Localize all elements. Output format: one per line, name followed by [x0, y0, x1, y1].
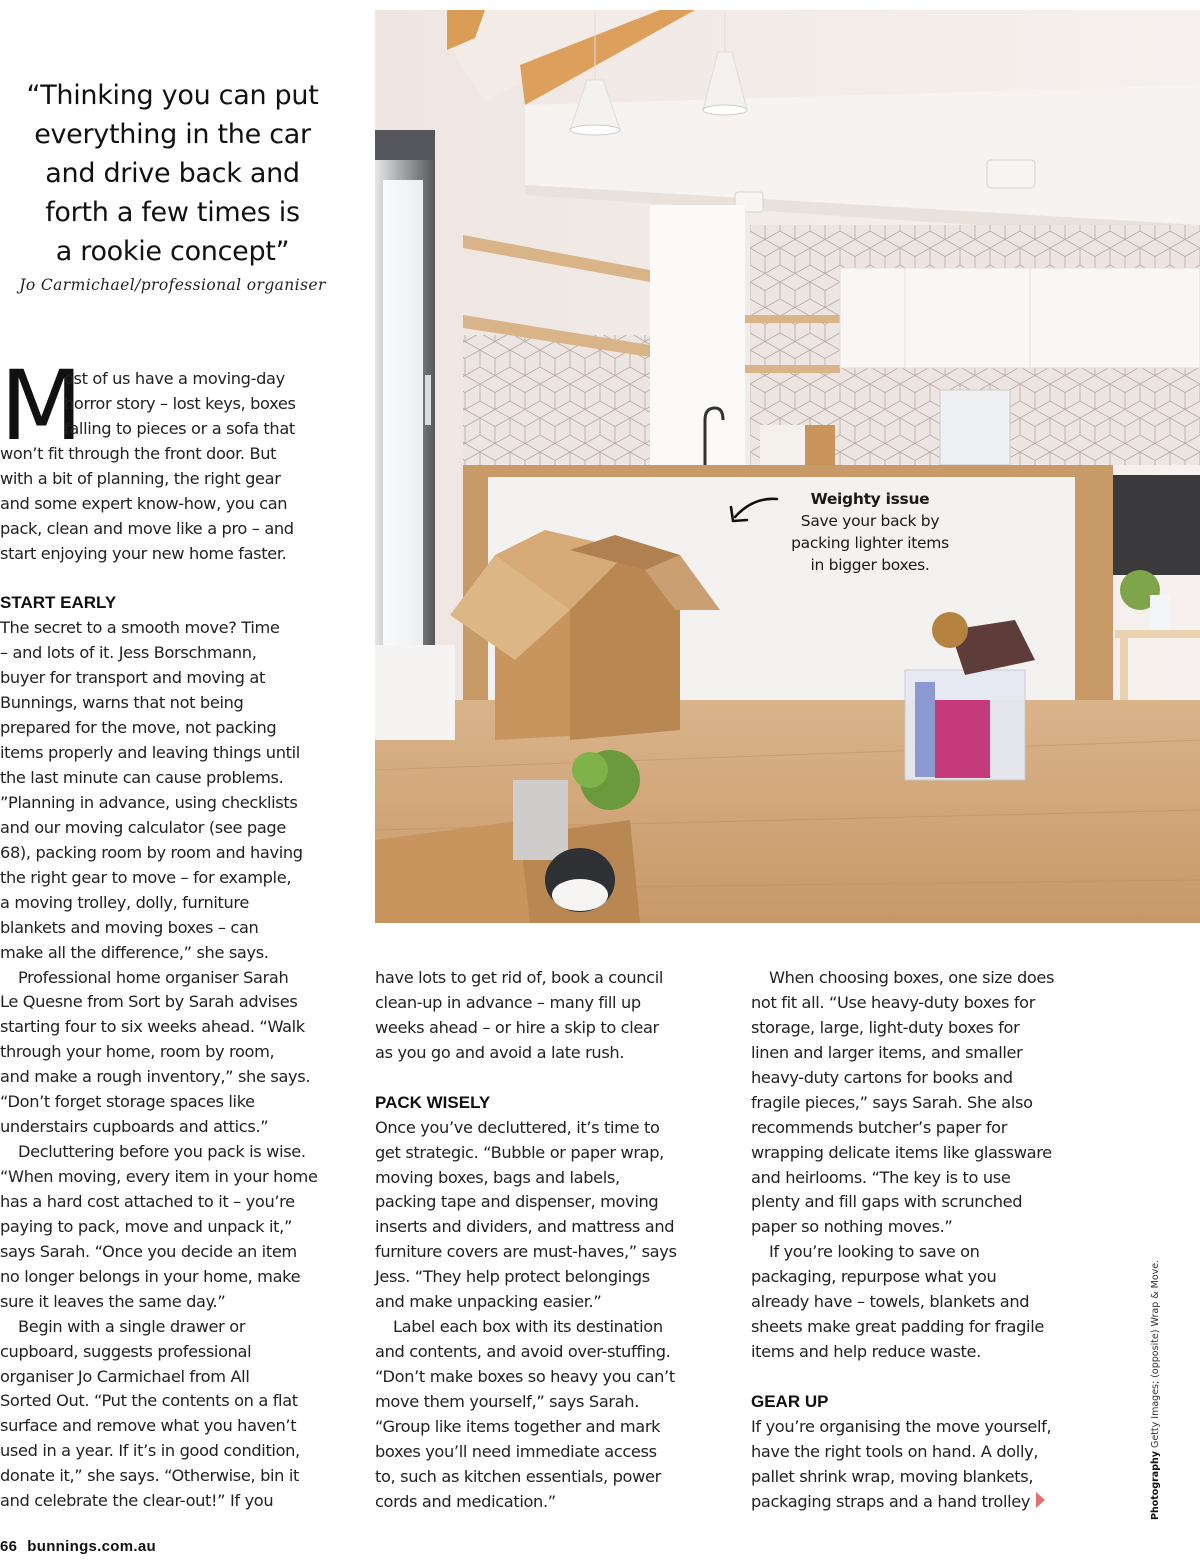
body-line: “Don’t forget storage spaces like: [0, 1092, 255, 1112]
body-line: understairs cupboards and attics.”: [0, 1117, 269, 1137]
body-line-text: packaging straps and a hand trolley: [751, 1491, 1031, 1511]
body-line: make all the difference,” she says.: [0, 942, 269, 962]
body-line: have lots to get rid of, book a council: [375, 968, 664, 987]
body-line: the last minute can cause problems.: [0, 768, 284, 787]
intro-line: pack, clean and move like a pro – and: [0, 518, 294, 538]
callout-line: in bigger boxes.: [810, 556, 930, 574]
body-line: inserts and dividers, and mattress and: [375, 1217, 675, 1237]
body-line: not fit all. “Use heavy-duty boxes for: [751, 992, 1036, 1012]
body-line: Professional home organiser Sarah: [18, 967, 289, 987]
body-line: no longer belongs in your home, make: [0, 1266, 301, 1286]
body-line: blankets and moving boxes – can: [0, 917, 259, 937]
body-line: recommends butcher’s paper for: [751, 1117, 1008, 1137]
callout-line: Save your back by: [800, 512, 940, 530]
section-heading-pack-wisely: PACK WISELY: [375, 1092, 491, 1112]
body-line: paying to pack, move and unpack it,”: [0, 1216, 292, 1236]
body-line: Le Quesne from Sort by Sarah advises: [0, 992, 298, 1012]
body-line: and make a rough inventory,” she says.: [0, 1067, 311, 1087]
pull-quote-line: “Thinking you can put: [26, 80, 319, 111]
body-line: has a hard cost attached to it – you’re: [0, 1191, 295, 1211]
page-footer: [0, 1538, 156, 1555]
body-line: donate it,” she says. “Otherwise, bin it: [0, 1466, 300, 1486]
body-line: and contents, and avoid over-stuffing.: [375, 1342, 671, 1362]
body-line: items and help reduce waste.: [751, 1342, 981, 1362]
body-line: move them yourself,” says Sarah.: [375, 1391, 639, 1411]
body-line: and our moving calculator (see page: [0, 817, 286, 837]
body-line: buyer for transport and moving at: [0, 668, 265, 688]
body-line: paper so nothing moves.”: [751, 1217, 953, 1237]
body-line: 68), packing room by room and having: [0, 842, 303, 862]
body-line: “When moving, every item in your home: [0, 1167, 318, 1186]
body-line: already have – towels, blankets and: [751, 1292, 1030, 1312]
body-line: packing tape and dispenser, moving: [375, 1192, 659, 1212]
body-line: When choosing boxes, one size does: [769, 968, 1055, 987]
kitchen-photo: [375, 10, 1200, 923]
section-heading-start-early: START EARLY: [0, 593, 117, 613]
body-line: storage, large, light-duty boxes for: [751, 1017, 1020, 1037]
body-line: If you’re looking to save on: [769, 1242, 980, 1262]
body-line: – and lots of it. Jess Borschmann,: [0, 643, 257, 663]
kitchen-illustration: [375, 10, 1200, 923]
body-line: The secret to a smooth move? Time: [0, 618, 280, 638]
body-line: items properly and leaving things until: [0, 743, 300, 763]
body-line: starting four to six weeks ahead. “Walk: [0, 1017, 305, 1037]
body-line: Begin with a single drawer or: [18, 1316, 246, 1336]
body-line: heavy-duty cartons for books and: [751, 1067, 1013, 1087]
body-line: Sorted Out. “Put the contents on a flat: [0, 1391, 298, 1411]
body-line: sure it leaves the same day.”: [0, 1291, 226, 1311]
body-line: cords and medication.”: [375, 1491, 556, 1511]
footer-site-link[interactable]: bunnings.com.au: [27, 1538, 156, 1555]
body-line: Bunnings, warns that not being: [0, 693, 244, 713]
body-line: If you’re organising the move yourself,: [751, 1416, 1052, 1436]
pull-quote-attribution: Jo Carmichael/professional organiser: [19, 276, 326, 294]
body-line: fragile pieces,” says Sarah. She also: [751, 1092, 1033, 1112]
intro-line: start enjoying your new home faster.: [0, 543, 287, 563]
pull-quote: [0, 76, 345, 271]
body-line: sheets make great padding for fragile: [751, 1317, 1044, 1337]
credit-label: Photography: [1150, 1451, 1161, 1520]
intro-line: ost of us have a moving-day: [64, 369, 285, 388]
body-line: and make unpacking easier.”: [375, 1292, 602, 1312]
continue-arrow-icon: [1036, 1492, 1045, 1508]
body-line: a moving trolley, dolly, furniture: [0, 892, 249, 912]
body-line: have the right tools on hand. A dolly,: [751, 1441, 1039, 1461]
intro-line: falling to pieces or a sofa that: [64, 418, 295, 438]
intro-line: won’t fit through the front door. But: [0, 443, 277, 463]
intro-line: horror story – lost keys, boxes: [64, 393, 296, 413]
pull-quote-line: and drive back and: [45, 158, 300, 189]
body-line: used in a year. If it’s in good condition,: [0, 1441, 300, 1461]
body-line: get strategic. “Bubble or paper wrap,: [375, 1142, 664, 1162]
body-line: Label each box with its destination: [393, 1317, 663, 1337]
intro-line: with a bit of planning, the right gear: [0, 468, 281, 488]
photo-callout: [770, 488, 970, 576]
drop-cap: M: [0, 350, 79, 462]
body-line: and heirlooms. “The key is to use: [751, 1167, 1011, 1187]
body-line: says Sarah. “Once you decide an item: [0, 1241, 297, 1261]
body-line: packaging, repurpose what you: [751, 1267, 997, 1287]
body-line-last: [751, 1490, 1111, 1515]
body-line: the right gear to move – for example,: [0, 867, 292, 887]
body-line: furniture covers are must-haves,” says: [375, 1242, 677, 1262]
body-line: “Don’t make boxes so heavy you can’t: [375, 1367, 675, 1386]
body-line: surface and remove what you haven’t: [0, 1416, 297, 1436]
article-column-1: [0, 350, 350, 1514]
body-line: moving boxes, bags and labels,: [375, 1167, 620, 1187]
body-line: Decluttering before you pack is wise.: [18, 1142, 306, 1162]
intro-line: and some expert know-how, you can: [0, 493, 288, 513]
body-line: boxes you’ll need immediate access: [375, 1441, 657, 1461]
body-line: wrapping delicate items like glassware: [751, 1142, 1052, 1162]
body-line: cupboard, suggests professional: [0, 1341, 252, 1361]
pull-quote-line: forth a few times is: [45, 197, 300, 228]
callout-line: packing lighter items: [791, 534, 949, 552]
page-number: 66: [0, 1538, 18, 1555]
body-line: plenty and fill gaps with scrunched: [751, 1192, 1023, 1212]
body-line: pallet shrink wrap, moving blankets,: [751, 1466, 1034, 1486]
article-column-3: [751, 966, 1111, 1515]
credit-text: Getty Images; (opposite) Wrap & Move.: [1150, 1259, 1161, 1452]
body-line: Jess. “They help protect belongings: [375, 1267, 650, 1287]
pull-quote-line: a rookie concept”: [55, 236, 290, 267]
body-line: Once you’ve decluttered, it’s time to: [375, 1117, 660, 1137]
body-line: ”Planning in advance, using checklists: [0, 792, 298, 812]
section-heading-gear-up: GEAR UP: [751, 1391, 829, 1411]
body-line: as you go and avoid a late rush.: [375, 1042, 625, 1062]
callout-title: Weighty issue: [810, 490, 930, 508]
body-line: “Group like items together and mark: [375, 1416, 661, 1436]
body-line: through your home, room by room,: [0, 1042, 275, 1062]
body-line: prepared for the move, not packing: [0, 718, 277, 738]
article-column-2: [375, 966, 725, 1515]
pull-quote-line: everything in the car: [34, 119, 311, 150]
body-line: linen and larger items, and smaller: [751, 1042, 1023, 1062]
body-line: and celebrate the clear-out!” If you: [0, 1491, 274, 1511]
body-line: clean-up in advance – many fill up: [375, 992, 641, 1012]
photo-credit: [1150, 1260, 1161, 1520]
body-line: to, such as kitchen essentials, power: [375, 1466, 661, 1486]
body-line: organiser Jo Carmichael from All: [0, 1366, 250, 1386]
body-line: weeks ahead – or hire a skip to clear: [375, 1017, 659, 1037]
